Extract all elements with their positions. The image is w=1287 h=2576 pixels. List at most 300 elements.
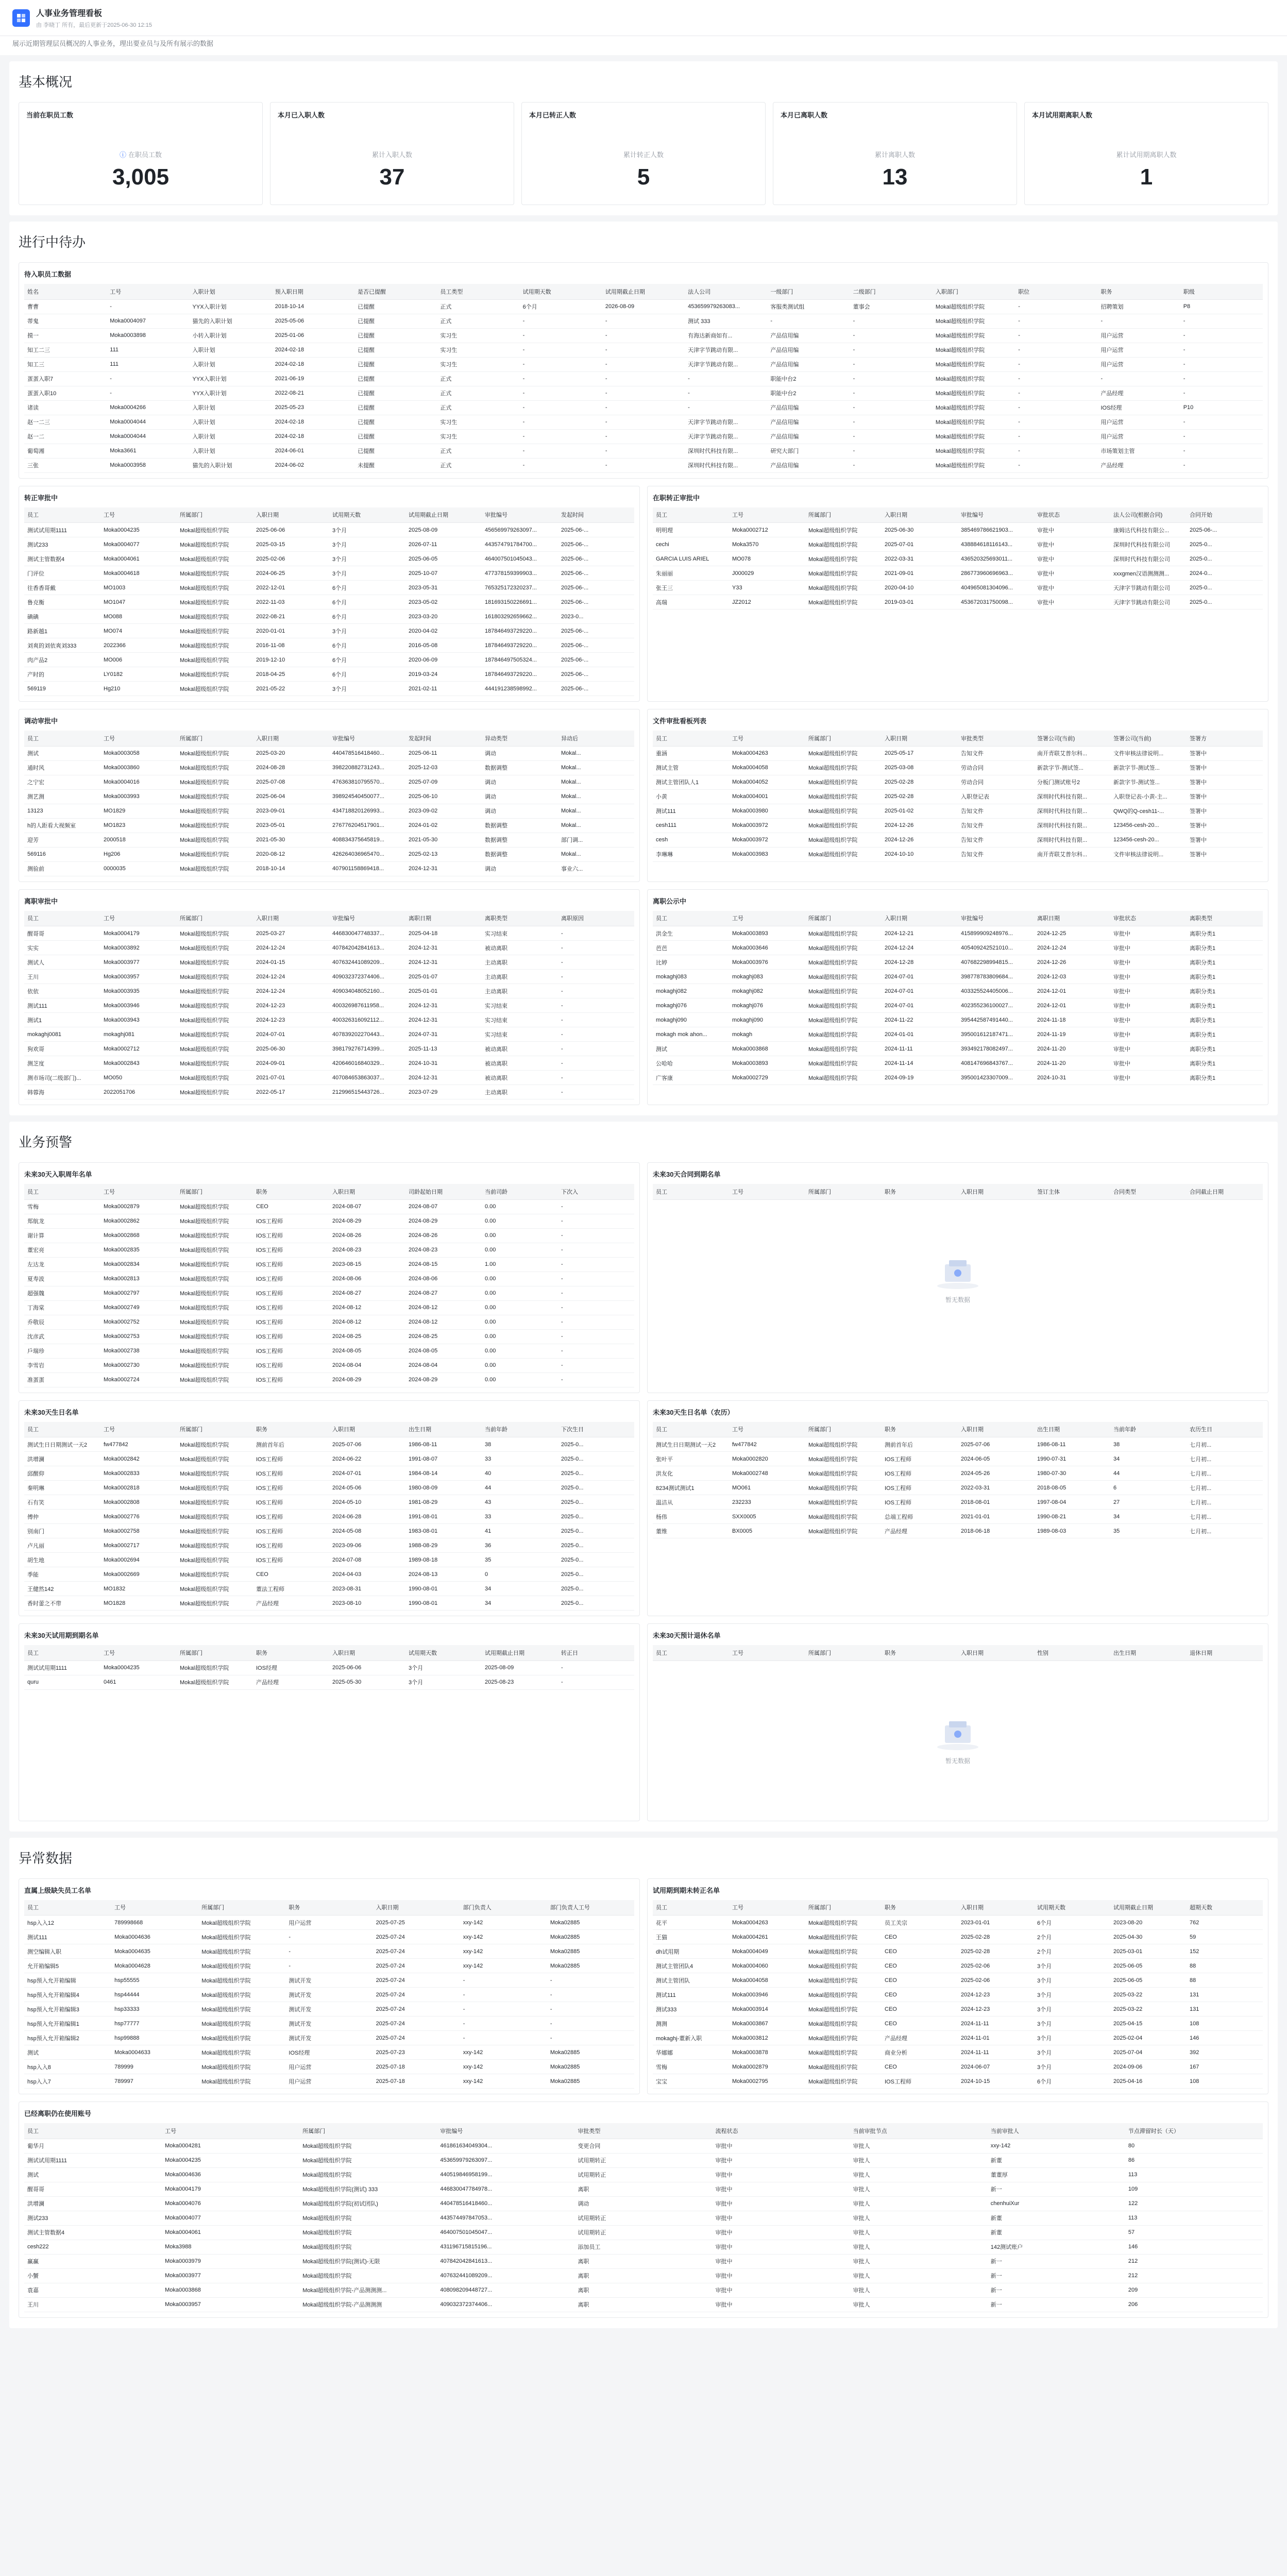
column-header[interactable]: 所属部门 bbox=[805, 507, 882, 523]
table-row[interactable] bbox=[24, 1228, 634, 1243]
column-header[interactable]: 工号 bbox=[100, 1645, 177, 1660]
column-header[interactable]: 审批编号 bbox=[958, 507, 1034, 523]
table-row[interactable] bbox=[653, 833, 1263, 847]
column-header[interactable]: 姓名 bbox=[24, 284, 107, 299]
table-row[interactable] bbox=[24, 357, 1263, 371]
column-header[interactable]: 入职日期 bbox=[958, 1900, 1034, 1916]
column-header[interactable]: 职务 bbox=[253, 1184, 329, 1199]
column-header[interactable]: 转正日 bbox=[558, 1645, 634, 1660]
table-row[interactable] bbox=[24, 2031, 634, 2045]
table-row[interactable] bbox=[24, 595, 634, 609]
table-cell: 36 bbox=[482, 1538, 558, 1553]
column-header[interactable]: 所属部门 bbox=[177, 911, 253, 926]
table-row[interactable] bbox=[24, 581, 634, 595]
table-row[interactable] bbox=[653, 2060, 1263, 2074]
column-header[interactable]: 签署公司(当前) bbox=[1110, 731, 1187, 746]
table-row[interactable] bbox=[24, 1916, 634, 1930]
column-header[interactable]: 所属部门 bbox=[299, 2123, 437, 2139]
table-row[interactable] bbox=[653, 2002, 1263, 2016]
table-row[interactable] bbox=[24, 926, 634, 941]
table-row[interactable] bbox=[24, 818, 634, 833]
table-cell: 洪增澜 bbox=[24, 1452, 100, 1466]
table-row[interactable] bbox=[653, 1916, 1263, 1930]
column-header[interactable]: 员工 bbox=[653, 507, 729, 523]
table-row[interactable] bbox=[24, 371, 1263, 386]
table-row[interactable] bbox=[24, 458, 1263, 472]
column-header[interactable]: 工号 bbox=[729, 1422, 805, 1437]
column-header[interactable]: 所属部门 bbox=[177, 1184, 253, 1199]
column-header[interactable]: 职务 bbox=[253, 1422, 329, 1437]
table-row[interactable] bbox=[24, 1495, 634, 1510]
column-header[interactable]: 入职日期 bbox=[329, 1184, 405, 1199]
table-row[interactable] bbox=[24, 552, 634, 566]
table-row[interactable] bbox=[24, 415, 1263, 429]
table-row[interactable] bbox=[653, 1495, 1263, 1510]
table-row[interactable] bbox=[24, 998, 634, 1013]
table-cell: Mokal超级组织学院 bbox=[805, 1959, 882, 1973]
table-row[interactable] bbox=[24, 1510, 634, 1524]
column-header[interactable]: 节点滞留时长（天） bbox=[1125, 2123, 1263, 2139]
table-cell: Mokal超级组织学院 bbox=[177, 581, 253, 595]
table-row[interactable] bbox=[24, 1257, 634, 1272]
column-header[interactable]: 工号 bbox=[100, 507, 177, 523]
table-row[interactable] bbox=[24, 1452, 634, 1466]
column-header[interactable]: 入职日期 bbox=[329, 1645, 405, 1660]
column-header[interactable]: 员工 bbox=[24, 507, 100, 523]
table-row[interactable] bbox=[24, 1358, 634, 1372]
table-row[interactable] bbox=[24, 444, 1263, 458]
table-row[interactable] bbox=[653, 847, 1263, 861]
table-cell: 深圳时代科技有限... bbox=[685, 458, 767, 472]
column-header[interactable]: 工号 bbox=[162, 2123, 299, 2139]
table-row[interactable] bbox=[653, 926, 1263, 941]
table-row[interactable] bbox=[653, 2074, 1263, 2089]
column-header[interactable]: 所属部门 bbox=[177, 507, 253, 523]
column-header[interactable]: 部门负责人工号 bbox=[547, 1900, 634, 1916]
column-header[interactable]: 所属部门 bbox=[805, 1184, 882, 1199]
column-header[interactable]: 异动类型 bbox=[482, 731, 558, 746]
column-header[interactable]: 入职日期 bbox=[958, 1184, 1034, 1199]
table-row[interactable] bbox=[24, 970, 634, 984]
table-row[interactable] bbox=[653, 537, 1263, 552]
table-row[interactable] bbox=[24, 1214, 634, 1228]
column-header[interactable]: 入职日期 bbox=[958, 1645, 1034, 1660]
table-row[interactable] bbox=[653, 1973, 1263, 1988]
table-row[interactable] bbox=[653, 955, 1263, 970]
table-row[interactable] bbox=[24, 343, 1263, 357]
table-row[interactable] bbox=[24, 804, 634, 818]
column-header[interactable]: 异动后 bbox=[558, 731, 634, 746]
table-row[interactable] bbox=[24, 653, 634, 667]
column-header[interactable]: 所属部门 bbox=[805, 911, 882, 926]
table-row[interactable] bbox=[24, 2153, 1263, 2167]
table-row[interactable] bbox=[24, 537, 634, 552]
empty-state bbox=[653, 1661, 1263, 1816]
column-header[interactable]: 员工类型 bbox=[437, 284, 519, 299]
column-header[interactable]: 员工 bbox=[653, 1900, 729, 1916]
table-row[interactable] bbox=[653, 760, 1263, 775]
table-cell: - bbox=[1180, 386, 1263, 400]
table-row[interactable] bbox=[24, 429, 1263, 444]
table-row[interactable] bbox=[24, 2167, 1263, 2182]
table-row[interactable] bbox=[24, 2196, 1263, 2211]
table-row[interactable] bbox=[24, 746, 634, 760]
table-row[interactable] bbox=[24, 1013, 634, 1027]
table-row[interactable] bbox=[24, 1344, 634, 1358]
column-header[interactable]: 超期天数 bbox=[1187, 1900, 1263, 1916]
table-row[interactable] bbox=[24, 1582, 634, 1596]
table-row[interactable] bbox=[653, 941, 1263, 955]
column-header[interactable]: 职务 bbox=[882, 1422, 958, 1437]
table-row[interactable] bbox=[24, 2297, 1263, 2312]
column-header[interactable]: 一级部门 bbox=[767, 284, 850, 299]
table-row[interactable] bbox=[653, 1437, 1263, 1452]
table-row[interactable] bbox=[653, 552, 1263, 566]
table-cell: - bbox=[285, 1930, 372, 1944]
table-row[interactable] bbox=[24, 775, 634, 789]
table-row[interactable] bbox=[653, 1027, 1263, 1042]
table-row[interactable] bbox=[653, 789, 1263, 804]
table-row[interactable] bbox=[24, 1042, 634, 1056]
column-header[interactable]: 工号 bbox=[100, 1422, 177, 1437]
table-row[interactable] bbox=[24, 667, 634, 682]
column-header[interactable]: 所属部门 bbox=[805, 1422, 882, 1437]
column-header[interactable]: 审批编号 bbox=[437, 2123, 574, 2139]
table-row[interactable] bbox=[24, 1056, 634, 1071]
table-row[interactable] bbox=[24, 682, 634, 696]
column-header[interactable]: 试用期天数 bbox=[520, 284, 602, 299]
column-header[interactable]: 入职日期 bbox=[373, 1900, 460, 1916]
table-row[interactable] bbox=[24, 1538, 634, 1553]
table-row[interactable] bbox=[653, 1481, 1263, 1495]
table-row[interactable] bbox=[24, 1959, 634, 1973]
column-header[interactable]: 法人公司(根据合同) bbox=[1110, 507, 1187, 523]
column-header[interactable]: 职务 bbox=[882, 1184, 958, 1199]
column-header[interactable]: 离职类型 bbox=[1187, 911, 1263, 926]
column-header[interactable]: 员工 bbox=[24, 1184, 100, 1199]
table-row[interactable] bbox=[653, 1959, 1263, 1973]
column-header[interactable]: 审批类型 bbox=[574, 2123, 712, 2139]
table-cell: 407084653863037... bbox=[329, 1071, 405, 1085]
table-row[interactable] bbox=[653, 746, 1263, 760]
table-row[interactable] bbox=[24, 638, 634, 653]
column-header[interactable]: 所属部门 bbox=[177, 1645, 253, 1660]
table-row[interactable] bbox=[24, 2045, 634, 2060]
table-row[interactable] bbox=[653, 818, 1263, 833]
table-row[interactable] bbox=[24, 955, 634, 970]
table-row[interactable] bbox=[653, 804, 1263, 818]
table-cell: Moka0002694 bbox=[100, 1553, 177, 1567]
table-row[interactable] bbox=[24, 1300, 634, 1315]
table-row[interactable] bbox=[24, 1973, 634, 1988]
column-header[interactable]: 员工 bbox=[653, 1422, 729, 1437]
table-row[interactable] bbox=[653, 1988, 1263, 2002]
table-row[interactable] bbox=[653, 970, 1263, 984]
table-row[interactable] bbox=[24, 1481, 634, 1495]
table-row[interactable] bbox=[653, 984, 1263, 998]
table-cell: 温洁从 bbox=[653, 1495, 729, 1510]
column-header[interactable]: 员工 bbox=[24, 731, 100, 746]
column-header[interactable]: 所属部门 bbox=[805, 1645, 882, 1660]
table-cell: Moka0004261 bbox=[729, 1930, 805, 1944]
column-header[interactable]: 试用期截止日期 bbox=[405, 507, 482, 523]
table-row[interactable] bbox=[24, 1286, 634, 1300]
column-header[interactable]: 当前年龄 bbox=[482, 1422, 558, 1437]
table-row[interactable] bbox=[24, 1437, 634, 1452]
table-row[interactable] bbox=[24, 1930, 634, 1944]
column-header[interactable]: 入职日期 bbox=[253, 731, 329, 746]
column-header[interactable]: 入职日期 bbox=[253, 911, 329, 926]
table-cell: 6个月 bbox=[329, 581, 405, 595]
table-row[interactable] bbox=[24, 984, 634, 998]
table-row[interactable] bbox=[24, 1524, 634, 1538]
table-row[interactable] bbox=[24, 1199, 634, 1214]
column-header[interactable]: 工号 bbox=[100, 1184, 177, 1199]
column-header[interactable]: 工号 bbox=[729, 1645, 805, 1660]
table-row[interactable] bbox=[24, 789, 634, 804]
column-header[interactable]: 入职日期 bbox=[958, 1422, 1034, 1437]
table-row[interactable] bbox=[24, 2254, 1263, 2268]
table-row[interactable] bbox=[653, 1071, 1263, 1085]
column-header[interactable]: 入职日期 bbox=[329, 1422, 405, 1437]
column-header[interactable]: 职务 bbox=[882, 1645, 958, 1660]
table-row[interactable] bbox=[653, 1466, 1263, 1481]
table-row[interactable] bbox=[24, 2016, 634, 2031]
table-cell: Mokal超级组织学院 bbox=[933, 357, 1015, 371]
column-header[interactable]: 所属部门 bbox=[805, 731, 882, 746]
table-row[interactable] bbox=[24, 624, 634, 638]
column-header[interactable]: 入职计划 bbox=[190, 284, 272, 299]
column-header[interactable]: 所属部门 bbox=[805, 1900, 882, 1916]
table-row[interactable] bbox=[653, 998, 1263, 1013]
column-header[interactable]: 离职类型 bbox=[482, 911, 558, 926]
table-row[interactable] bbox=[653, 1930, 1263, 1944]
table-row[interactable] bbox=[653, 523, 1263, 537]
table-cell: 123456-cesh-20... bbox=[1110, 833, 1187, 847]
column-header[interactable]: 员工 bbox=[24, 911, 100, 926]
column-header[interactable]: 司龄起始日期 bbox=[405, 1184, 482, 1199]
column-header[interactable]: 员工 bbox=[653, 1645, 729, 1660]
column-header[interactable]: 审批类型 bbox=[958, 731, 1034, 746]
table-row[interactable] bbox=[24, 566, 634, 581]
table-row[interactable] bbox=[24, 1272, 634, 1286]
column-header[interactable]: 试用期截止日期 bbox=[1110, 1900, 1187, 1916]
column-header[interactable]: 职位 bbox=[1015, 284, 1097, 299]
column-header[interactable]: 所属部门 bbox=[177, 731, 253, 746]
column-header[interactable]: 员工 bbox=[653, 911, 729, 926]
column-header[interactable]: 审批编号 bbox=[329, 731, 405, 746]
table-row[interactable] bbox=[24, 1596, 634, 1611]
column-header[interactable]: 当前司龄 bbox=[482, 1184, 558, 1199]
column-header[interactable]: 入职日期 bbox=[253, 507, 329, 523]
column-header[interactable]: 职务 bbox=[285, 1900, 372, 1916]
table-row[interactable] bbox=[653, 1452, 1263, 1466]
column-header[interactable]: 离职日期 bbox=[405, 911, 482, 926]
column-header[interactable]: 职务 bbox=[253, 1645, 329, 1660]
column-header[interactable]: 发起时间 bbox=[558, 507, 634, 523]
table-row[interactable] bbox=[24, 2240, 1263, 2254]
table-row[interactable] bbox=[24, 2139, 1263, 2153]
column-header[interactable]: 退休日期 bbox=[1187, 1645, 1263, 1660]
table-row[interactable] bbox=[24, 2211, 1263, 2225]
column-header[interactable]: 试用期天数 bbox=[329, 507, 405, 523]
column-header[interactable]: 下次入 bbox=[558, 1184, 634, 1199]
table-row[interactable] bbox=[24, 861, 634, 876]
table-row[interactable] bbox=[24, 2283, 1263, 2297]
column-header[interactable]: 员工 bbox=[653, 731, 729, 746]
column-header[interactable]: 流程状态 bbox=[713, 2123, 850, 2139]
table-row[interactable] bbox=[653, 1510, 1263, 1524]
table-row[interactable] bbox=[653, 2016, 1263, 2031]
table-row[interactable] bbox=[653, 1944, 1263, 1959]
table-cell: - bbox=[850, 444, 933, 458]
column-header[interactable]: 当前审批人 bbox=[988, 2123, 1125, 2139]
table-cell: 2025-01-01 bbox=[405, 984, 482, 998]
column-header[interactable]: 签订主体 bbox=[1034, 1184, 1110, 1199]
column-header[interactable]: 所属部门 bbox=[177, 1422, 253, 1437]
table-row[interactable] bbox=[24, 941, 634, 955]
column-header[interactable]: 审批编号 bbox=[958, 911, 1034, 926]
column-header[interactable]: 法人公司 bbox=[685, 284, 767, 299]
column-header[interactable]: 农历生日 bbox=[1187, 1422, 1263, 1437]
table-cell: 碘碘 bbox=[24, 609, 100, 624]
column-header[interactable]: 工号 bbox=[729, 911, 805, 926]
column-header[interactable]: 合同类型 bbox=[1110, 1184, 1187, 1199]
table-row[interactable] bbox=[24, 760, 634, 775]
table-row[interactable] bbox=[24, 314, 1263, 328]
column-header[interactable]: 签署公司(当前) bbox=[1034, 731, 1110, 746]
column-header[interactable]: 工号 bbox=[107, 284, 189, 299]
column-header[interactable]: 工号 bbox=[100, 911, 177, 926]
column-header[interactable]: 审批状态 bbox=[1034, 507, 1110, 523]
column-header[interactable]: 职务 bbox=[1097, 284, 1180, 299]
column-header[interactable]: 当前审批节点 bbox=[850, 2123, 988, 2139]
table-row[interactable] bbox=[24, 1675, 634, 1689]
table-cell: Moka0002808 bbox=[100, 1495, 177, 1510]
table-row[interactable] bbox=[24, 328, 1263, 343]
column-header[interactable]: 工号 bbox=[111, 1900, 198, 1916]
table-row[interactable] bbox=[653, 581, 1263, 595]
table-row[interactable] bbox=[24, 1660, 634, 1675]
column-header[interactable]: 审批编号 bbox=[329, 911, 405, 926]
column-header[interactable]: 离职原因 bbox=[558, 911, 634, 926]
column-header[interactable]: 员工 bbox=[653, 1184, 729, 1199]
column-header[interactable]: 离职日期 bbox=[1034, 911, 1110, 926]
table-row[interactable] bbox=[24, 2182, 1263, 2196]
column-header[interactable]: 部门负责人 bbox=[460, 1900, 547, 1916]
column-header[interactable]: 试用期截止日期 bbox=[482, 1645, 558, 1660]
column-header[interactable]: 出生日期 bbox=[405, 1422, 482, 1437]
table-row[interactable] bbox=[24, 1944, 634, 1959]
column-header[interactable]: 试用期天数 bbox=[1034, 1900, 1110, 1916]
table-row[interactable] bbox=[24, 1329, 634, 1344]
column-header[interactable]: 审批状态 bbox=[1110, 911, 1187, 926]
table-row[interactable] bbox=[24, 1988, 634, 2002]
table-row[interactable] bbox=[24, 523, 634, 537]
table-cell: 审批中 bbox=[1034, 552, 1110, 566]
column-header[interactable]: 审批编号 bbox=[482, 507, 558, 523]
column-header[interactable]: 出生日期 bbox=[1034, 1422, 1110, 1437]
table-row[interactable] bbox=[24, 2074, 634, 2089]
column-header[interactable]: 工号 bbox=[100, 731, 177, 746]
column-header[interactable]: 工号 bbox=[729, 1184, 805, 1199]
column-header[interactable]: 性别 bbox=[1034, 1645, 1110, 1660]
table-row[interactable] bbox=[653, 775, 1263, 789]
table-row[interactable] bbox=[24, 2268, 1263, 2283]
column-header[interactable]: 试用期天数 bbox=[405, 1645, 482, 1660]
column-header[interactable]: 出生日期 bbox=[1110, 1645, 1187, 1660]
table-row[interactable] bbox=[24, 1466, 634, 1481]
column-header[interactable]: 工号 bbox=[729, 507, 805, 523]
table-row[interactable] bbox=[653, 1042, 1263, 1056]
column-header[interactable]: 入职日期 bbox=[882, 731, 958, 746]
table-row[interactable] bbox=[653, 1013, 1263, 1027]
table-row[interactable] bbox=[24, 2060, 634, 2074]
table-cell: 2025-0... bbox=[558, 1553, 634, 1567]
table-row[interactable] bbox=[24, 400, 1263, 415]
column-header[interactable]: 发起时间 bbox=[405, 731, 482, 746]
table-cell: 6个月 bbox=[329, 653, 405, 667]
table-row[interactable] bbox=[24, 1027, 634, 1042]
table-row[interactable] bbox=[653, 2045, 1263, 2060]
table-row[interactable] bbox=[24, 2225, 1263, 2240]
card-title: 在职转正审批中 bbox=[653, 494, 700, 502]
column-header[interactable]: 员工 bbox=[24, 1645, 100, 1660]
table-row[interactable] bbox=[24, 1372, 634, 1387]
column-header[interactable]: 员工 bbox=[24, 2123, 162, 2139]
column-header[interactable]: 当前年龄 bbox=[1110, 1422, 1187, 1437]
table-cell: Moka02885 bbox=[547, 2045, 634, 2060]
column-header[interactable]: 职级 bbox=[1180, 284, 1263, 299]
table-row[interactable] bbox=[24, 1553, 634, 1567]
table-row[interactable] bbox=[24, 1315, 634, 1329]
table-row[interactable] bbox=[24, 609, 634, 624]
column-header[interactable]: 员工 bbox=[24, 1900, 111, 1916]
table-row[interactable] bbox=[24, 847, 634, 861]
table-row[interactable] bbox=[653, 566, 1263, 581]
column-header[interactable]: 签署方 bbox=[1187, 731, 1263, 746]
column-header[interactable]: 二级部门 bbox=[850, 284, 933, 299]
table-row[interactable] bbox=[24, 1567, 634, 1582]
column-header[interactable]: 下次生日 bbox=[558, 1422, 634, 1437]
column-header[interactable]: 工号 bbox=[729, 731, 805, 746]
table-row[interactable] bbox=[653, 1524, 1263, 1538]
table-row[interactable] bbox=[24, 299, 1263, 314]
column-header[interactable]: 合同截止日期 bbox=[1187, 1184, 1263, 1199]
table-cell: 2024-10-31 bbox=[405, 1056, 482, 1071]
column-header[interactable]: 员工 bbox=[24, 1422, 100, 1437]
table-row[interactable] bbox=[24, 2002, 634, 2016]
table-row[interactable] bbox=[24, 833, 634, 847]
column-header[interactable]: 所属部门 bbox=[198, 1900, 285, 1916]
column-header[interactable]: 试用期截止日期 bbox=[602, 284, 685, 299]
column-header[interactable]: 合同开始 bbox=[1187, 507, 1263, 523]
column-header[interactable]: 是否已提醒 bbox=[354, 284, 437, 299]
table-row[interactable] bbox=[24, 1085, 634, 1099]
column-header[interactable]: 入职日期 bbox=[882, 911, 958, 926]
column-header[interactable]: 入职日期 bbox=[882, 507, 958, 523]
column-header[interactable]: 预入职日期 bbox=[272, 284, 354, 299]
table-row[interactable] bbox=[24, 386, 1263, 400]
table-row[interactable] bbox=[24, 1243, 634, 1257]
table-row[interactable] bbox=[653, 2031, 1263, 2045]
column-header[interactable]: 职务 bbox=[882, 1900, 958, 1916]
column-header[interactable]: 入职部门 bbox=[933, 284, 1015, 299]
table-row[interactable] bbox=[653, 595, 1263, 609]
table-row[interactable] bbox=[653, 1056, 1263, 1071]
column-header[interactable]: 工号 bbox=[729, 1900, 805, 1916]
table-row[interactable] bbox=[24, 1071, 634, 1085]
